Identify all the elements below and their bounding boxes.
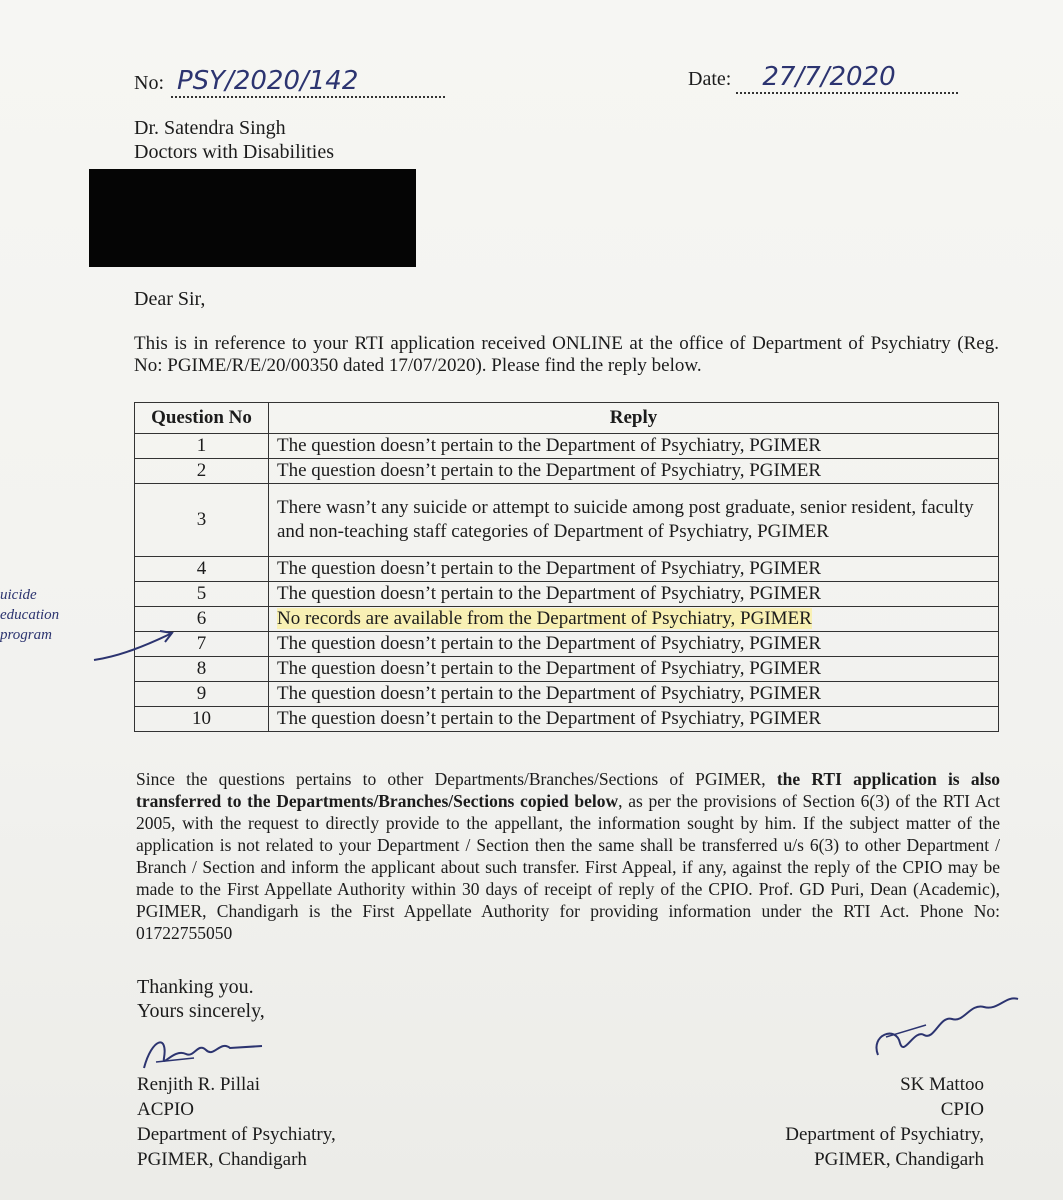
closing-thanks: Thanking you. xyxy=(137,976,254,998)
right-signatory-title: CPIO xyxy=(940,1099,984,1120)
reply-text: The question doesn’t pertain to the Department of Psychiatry, PGIMER xyxy=(269,434,999,459)
intro-paragraph: This is in reference to your RTI application received ONLINE at the office of Department of Psychiatry (Reg. No: PGIME/R/E/20/00350 dated 17/07/2020). Please find the reply below. xyxy=(134,333,999,376)
question-number: 6 xyxy=(135,607,269,632)
table-row xyxy=(135,632,999,657)
reference-no xyxy=(134,66,445,98)
reply-text: There wasn’t any suicide or attempt to suicide among post graduate, senior resident, faculty and non-teaching staff categories of Department of Psychiatry, PGIMER xyxy=(269,484,999,557)
transfer-paragraph-end: , as per the provisions of Section 6(3) of the RTI Act 2005, with the request to directly provide to the appellant, the information sought by him. If the subject matter of the application is not related to your Department / Section then the same shall be transferred u/s 6(3) to other Department / Branch / Section and inform the applicant about such transfer. First Appeal, if any, against the reply of the CPIO may be made to the First Appellate Authority within 30 days of receipt of reply of the CPIO. Prof. GD Puri, Dean (Academic), PGIMER, Chandigarh is the First Appellate Authority for providing information under the RTI Act. Phone No: 01722755050 xyxy=(136,791,1000,943)
transfer-paragraph-bold: the RTI application is also transferred to the Departments/Branches/Sections copied below xyxy=(136,769,1001,811)
question-number: 5 xyxy=(135,582,269,607)
left-signatory-dept: Department of Psychiatry, xyxy=(137,1124,336,1145)
salutation: Dear Sir, xyxy=(134,288,206,310)
reply-text: The question doesn’t pertain to the Department of Psychiatry, PGIMER xyxy=(269,582,999,607)
left-signatory-name: Renjith R. Pillai xyxy=(137,1074,260,1095)
transfer-paragraph xyxy=(136,768,1000,944)
margin-note-line: program xyxy=(0,627,52,643)
table-row xyxy=(135,582,999,607)
question-number: 7 xyxy=(135,632,269,657)
right-signatory-name: SK Mattoo xyxy=(900,1074,984,1095)
question-number: 9 xyxy=(135,682,269,707)
reply-table xyxy=(134,402,999,732)
letter-date xyxy=(688,62,958,94)
reply-header: Reply xyxy=(269,403,999,434)
right-signature-icon xyxy=(866,985,1026,1065)
reference-no-label: No: xyxy=(134,72,164,94)
question-no-header: Question No xyxy=(135,403,269,434)
question-number: 1 xyxy=(135,434,269,459)
question-number: 10 xyxy=(135,707,269,732)
reply-text: The question doesn’t pertain to the Department of Psychiatry, PGIMER xyxy=(269,557,999,582)
reply-text: The question doesn’t pertain to the Department of Psychiatry, PGIMER xyxy=(269,682,999,707)
right-signatory-dept: Department of Psychiatry, xyxy=(785,1124,984,1145)
table-row xyxy=(135,434,999,459)
table-row xyxy=(135,607,999,632)
table-row xyxy=(135,707,999,732)
reply-text: The question doesn’t pertain to the Department of Psychiatry, PGIMER xyxy=(269,632,999,657)
reply-text: The question doesn’t pertain to the Department of Psychiatry, PGIMER xyxy=(269,707,999,732)
table-row xyxy=(135,657,999,682)
left-signatory-place: PGIMER, Chandigarh xyxy=(137,1149,307,1170)
table-row xyxy=(135,682,999,707)
reply-text: The question doesn’t pertain to the Department of Psychiatry, PGIMER xyxy=(269,459,999,484)
reply-text: The question doesn’t pertain to the Department of Psychiatry, PGIMER xyxy=(269,657,999,682)
margin-note-line: education xyxy=(0,607,60,623)
left-signature-icon xyxy=(134,1028,274,1076)
date-label: Date: xyxy=(688,68,732,90)
table-row xyxy=(135,557,999,582)
left-signatory-title: ACPIO xyxy=(137,1099,195,1120)
question-number: 3 xyxy=(135,484,269,557)
highlighted-reply: No records are available from the Department of Psychiatry, PGIMER xyxy=(277,608,812,629)
date-handwritten: 27/7/2020 xyxy=(736,62,958,94)
question-number: 4 xyxy=(135,557,269,582)
redaction-block xyxy=(89,169,416,267)
question-number: 2 xyxy=(135,459,269,484)
table-row xyxy=(135,484,999,557)
question-number: 8 xyxy=(135,657,269,682)
table-header-row xyxy=(135,403,999,434)
recipient-org: Doctors with Disabilities xyxy=(134,141,334,163)
margin-arrow-icon xyxy=(90,622,180,668)
right-signatory xyxy=(762,1072,984,1172)
margin-note-line: uicide xyxy=(0,587,37,603)
reference-no-handwritten: PSY/2020/142 xyxy=(171,66,445,98)
left-signatory xyxy=(137,1072,336,1172)
closing-yours: Yours sincerely, xyxy=(137,1000,265,1022)
transfer-paragraph-start: Since the questions pertains to other Departments/Branches/Sections of PGIMER, xyxy=(136,769,777,789)
table-row xyxy=(135,459,999,484)
right-signatory-place: PGIMER, Chandigarh xyxy=(814,1149,984,1170)
recipient-name: Dr. Satendra Singh xyxy=(134,117,286,139)
reply-text xyxy=(269,607,999,632)
